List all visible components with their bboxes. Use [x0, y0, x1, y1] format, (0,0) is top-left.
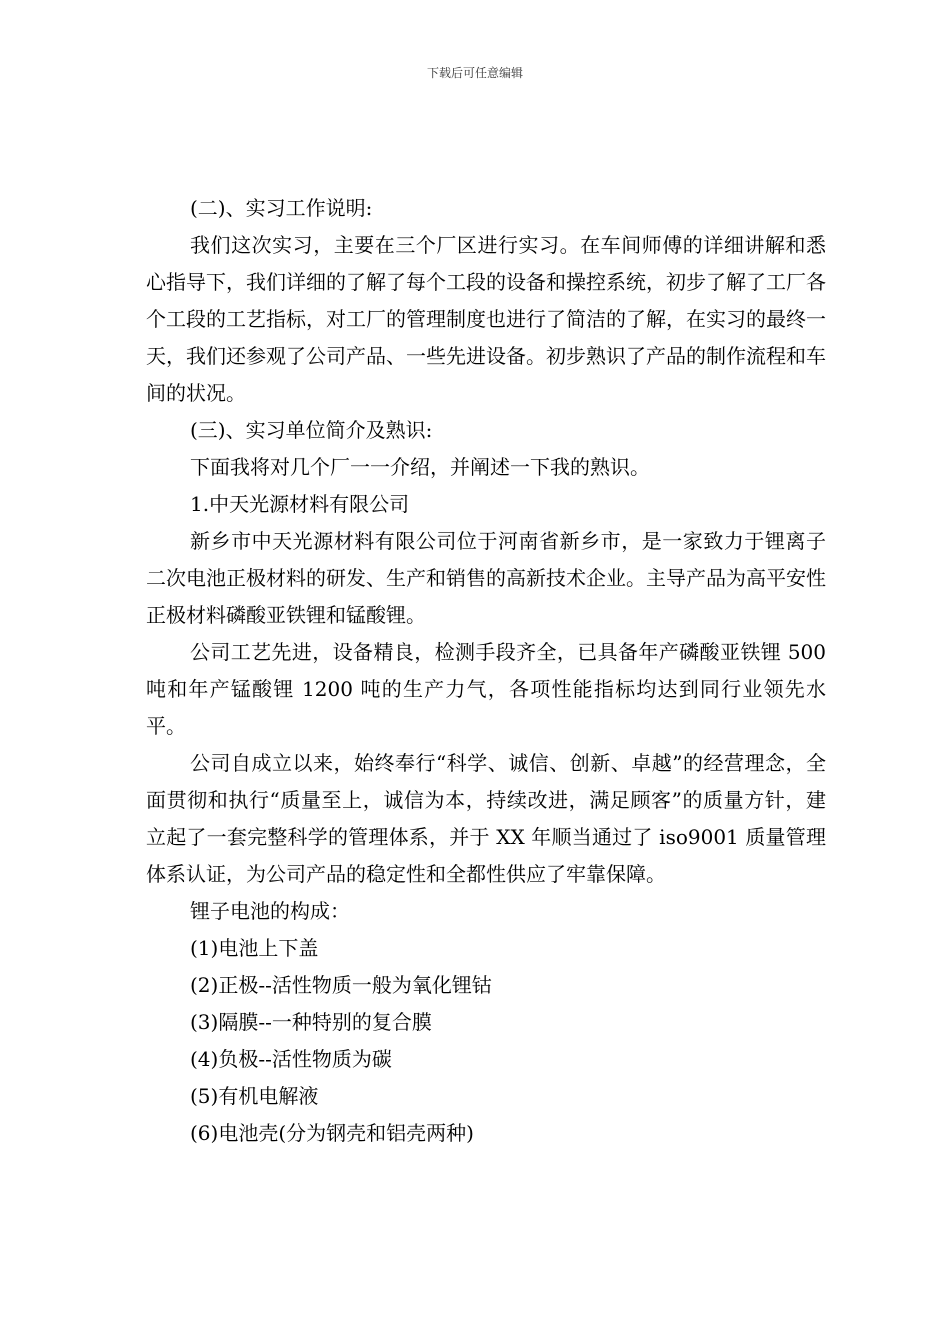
company-1-paragraph-2: 公司工艺先进，设备精良，检测手段齐全，已具备年产磷酸亚铁锂 500 吨和年产锰酸锂 1200 吨的生产力气，各项性能指标均达到同行业领先水平。: [146, 640, 826, 738]
document-body: [146, 190, 826, 1152]
battery-item-1: (1)电池上下盖: [190, 936, 319, 960]
battery-item-6: (6)电池壳(分为钢壳和铝壳两种): [190, 1121, 474, 1145]
section-3-intro: 下面我将对几个厂一一介绍，并阐述一下我的熟识。: [190, 455, 650, 479]
company-1-title: 1.中天光源材料有限公司: [190, 492, 410, 516]
battery-item-4: (4)负极--活性物质为碳: [190, 1047, 392, 1071]
battery-composition-title: 锂子电池的构成：: [190, 899, 350, 923]
battery-item-5: (5)有机电解液: [190, 1084, 319, 1108]
section-3-title: (三)、实习单位简介及熟识:: [190, 418, 433, 442]
battery-item-2: (2)正极--活性物质一般为氧化锂钴: [190, 973, 492, 997]
company-1-paragraph-1: 新乡市中天光源材料有限公司位于河南省新乡市，是一家致力于锂离子二次电池正极材料的研发、生产和销售的高新技术企业。主导产品为高平安性正极材料磷酸亚铁锂和锰酸锂。: [146, 529, 826, 627]
battery-item-3: (3)隔膜--一种特别的复合膜: [190, 1010, 432, 1034]
page-header-note: 下载后可任意编辑: [426, 66, 523, 80]
company-1-paragraph-3: 公司自成立以来，始终奉行“科学、诚信、创新、卓越”的经营理念，全面贯彻和执行“质量至上，诚信为本，持续改进，满足顾客”的质量方针，建立起了一套完整科学的管理体系，并于 XX 年顺当通过了 iso9001 质量管理体系认证，为公司产品的稳定性和全都性供应了牢靠保障。: [146, 751, 826, 886]
section-2-paragraph: 我们这次实习，主要在三个厂区进行实习。在车间师傅的详细讲解和悉心指导下，我们详细的了解了每个工段的设备和操控系统，初步了解了工厂各个工段的工艺指标，对工厂的管理制度也进行了简洁的了解，在实习的最终一天，我们还参观了公司产品、一些先进设备。初步熟识了产品的制作流程和车间的状况。: [146, 233, 826, 405]
section-2-title: (二)、实习工作说明:: [190, 196, 373, 220]
